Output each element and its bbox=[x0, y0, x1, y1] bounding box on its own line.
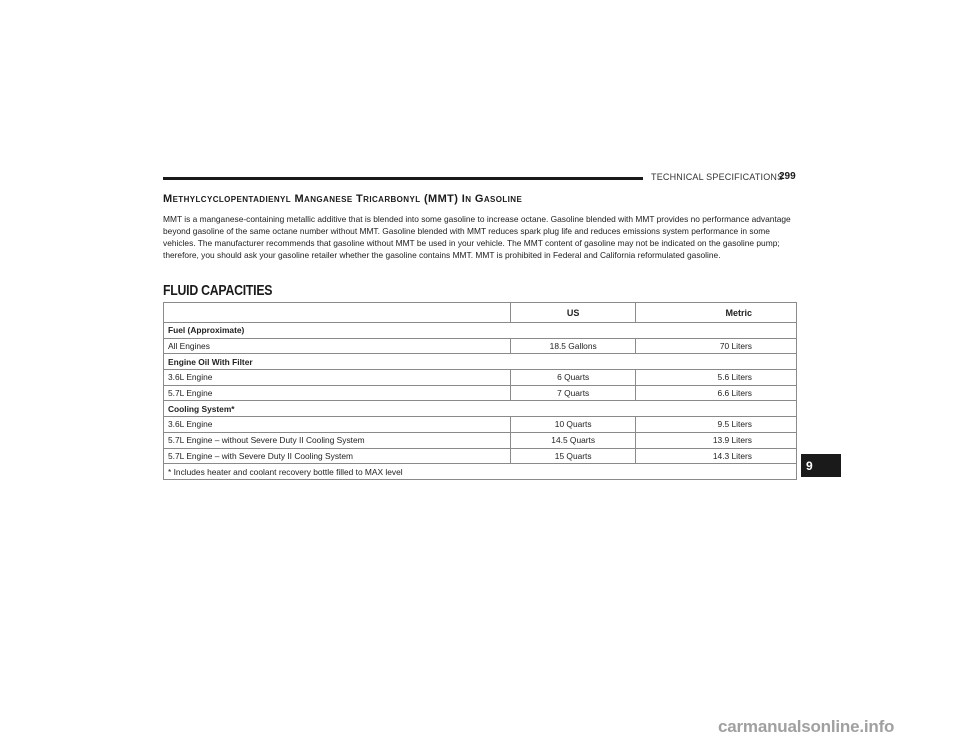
row-item: All Engines bbox=[164, 338, 511, 354]
row-metric-value: 70 Liters bbox=[636, 338, 797, 354]
row-metric-value: 9.5 Liters bbox=[636, 417, 797, 433]
row-metric-value: 6.6 Liters bbox=[636, 385, 797, 401]
column-header-metric: Metric bbox=[636, 303, 797, 323]
row-item: 5.7L Engine – without Severe Duty II Cooling System bbox=[164, 432, 511, 448]
group-label: Cooling System* bbox=[164, 401, 797, 417]
running-header-section: TECHNICAL SPECIFICATIONS bbox=[651, 172, 784, 182]
table-footnote: * Includes heater and coolant recovery bottle filled to MAX level bbox=[164, 464, 797, 480]
table-row bbox=[164, 417, 797, 433]
row-us-value: 7 Quarts bbox=[511, 385, 636, 401]
table-header-row bbox=[164, 303, 797, 323]
fluid-capacities-table bbox=[163, 302, 797, 480]
row-us-value: 18.5 Gallons bbox=[511, 338, 636, 354]
page-number: 299 bbox=[779, 171, 796, 182]
row-us-value: 6 Quarts bbox=[511, 370, 636, 386]
group-label: Engine Oil With Filter bbox=[164, 354, 797, 370]
table-group-row bbox=[164, 401, 797, 417]
mmt-section-title: Methylcyclopentadienyl Manganese Tricarbonyl (MMT) In Gasoline bbox=[163, 193, 523, 205]
table-row bbox=[164, 338, 797, 354]
group-label: Fuel (Approximate) bbox=[164, 323, 797, 339]
table-row bbox=[164, 448, 797, 464]
row-item: 5.7L Engine – with Severe Duty II Cooling System bbox=[164, 448, 511, 464]
table-footnote-row bbox=[164, 464, 797, 480]
table-row bbox=[164, 432, 797, 448]
fluid-capacities-heading: FLUID CAPACITIES bbox=[163, 282, 273, 299]
table-row bbox=[164, 370, 797, 386]
column-header-us: US bbox=[511, 303, 636, 323]
row-metric-value: 5.6 Liters bbox=[636, 370, 797, 386]
table-group-row bbox=[164, 323, 797, 339]
row-item: 3.6L Engine bbox=[164, 417, 511, 433]
site-watermark: carmanualsonline.info bbox=[718, 717, 895, 736]
row-us-value: 10 Quarts bbox=[511, 417, 636, 433]
row-metric-value: 13.9 Liters bbox=[636, 432, 797, 448]
chapter-tab: 9 bbox=[801, 454, 841, 477]
row-item: 5.7L Engine bbox=[164, 385, 511, 401]
row-us-value: 15 Quarts bbox=[511, 448, 636, 464]
table-group-row bbox=[164, 354, 797, 370]
mmt-body-paragraph: MMT is a manganese-containing metallic additive that is blended into some gasoline to increase octane. Gasoline blended with MMT provides no performance advantage beyond gasoline of the same octane number without MMT. Gasoline blended with MMT reduces spark plug life and reduces emissions system performance in some vehicles. The manufacturer recommends that gasoline without MMT be used in your vehicle. The MMT content of gasoline may not be indicated on the gasoline pump; therefore, you should ask your gasoline retailer whether the gasoline contains MMT. MMT is prohibited in Federal and California reformulated gasoline. bbox=[163, 214, 791, 260]
column-header-item bbox=[164, 303, 511, 323]
row-item: 3.6L Engine bbox=[164, 370, 511, 386]
table-row bbox=[164, 385, 797, 401]
row-metric-value: 14.3 Liters bbox=[636, 448, 797, 464]
header-rule bbox=[163, 177, 643, 180]
row-us-value: 14.5 Quarts bbox=[511, 432, 636, 448]
